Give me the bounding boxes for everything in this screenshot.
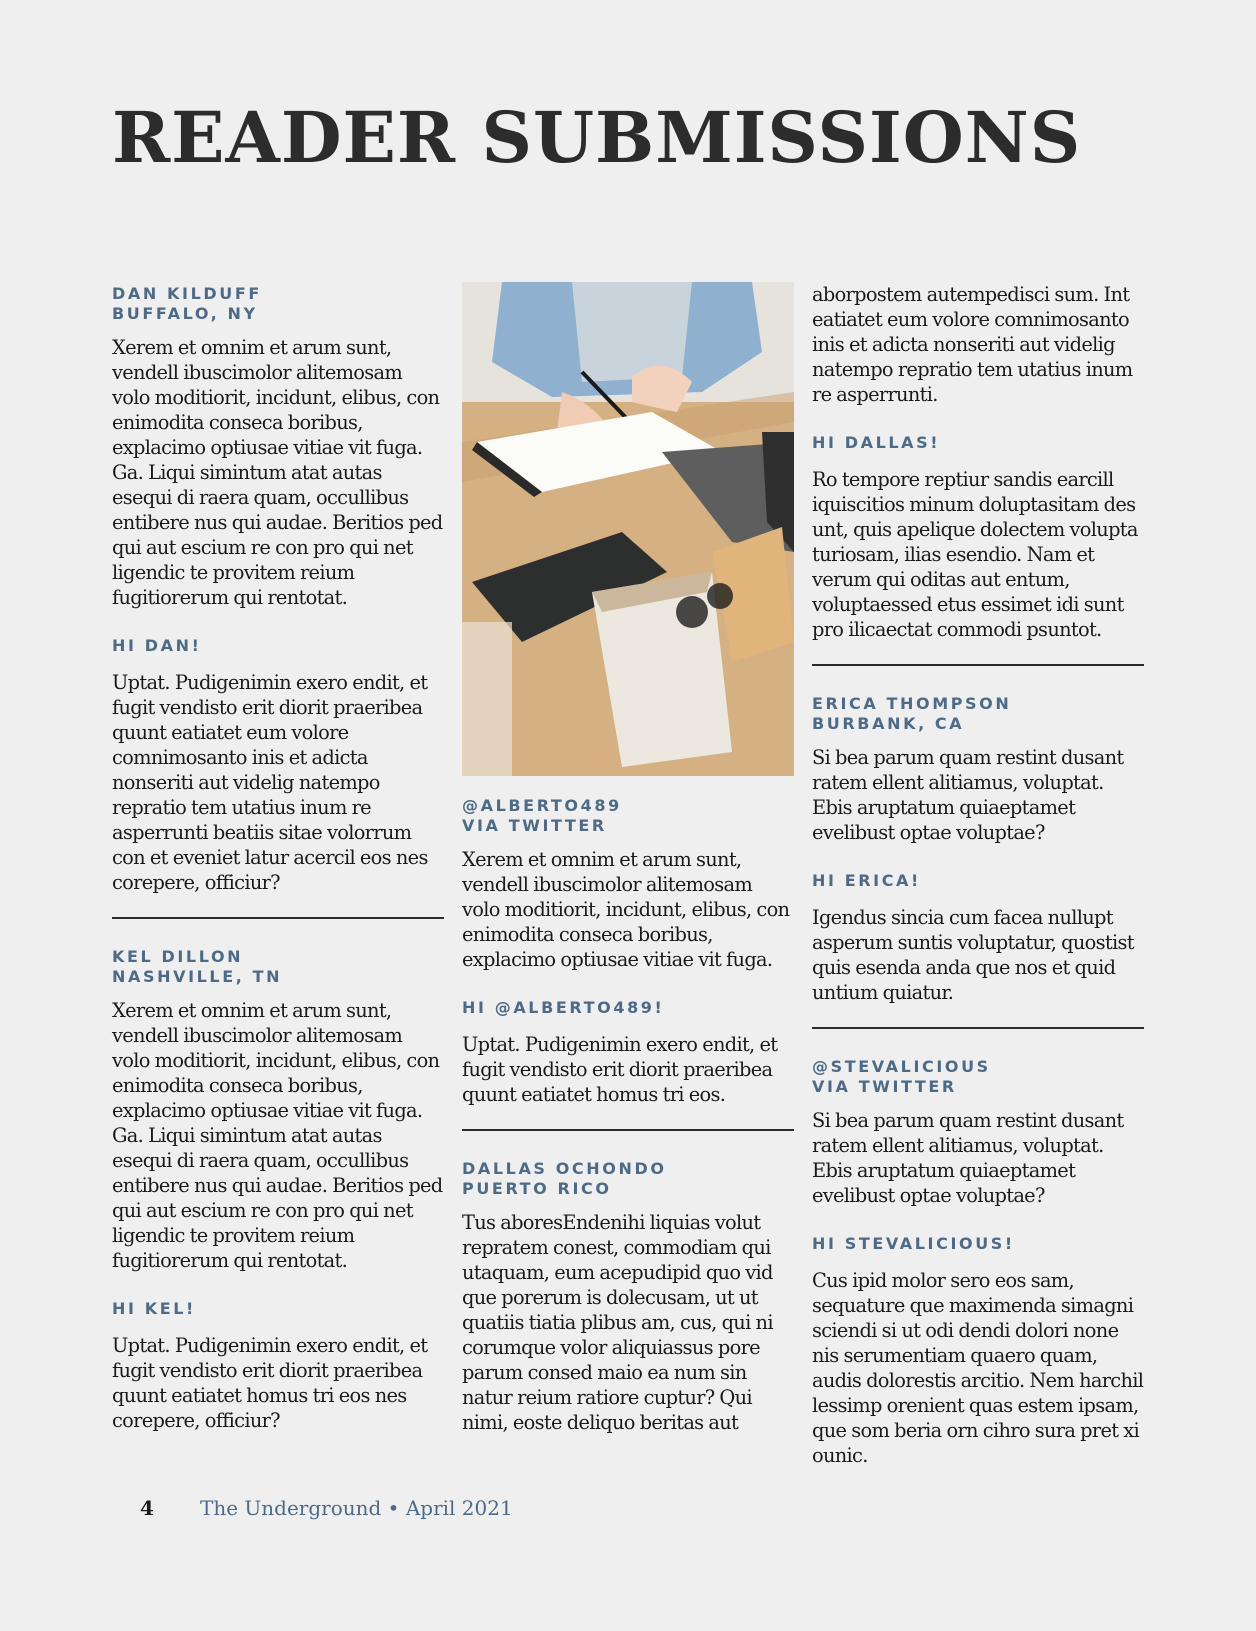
submitter-location: BURBANK, CA [812, 714, 965, 733]
reply-text: Ro tempore reptiur sandis earcill iquiscitios minum doluptasitam des unt, quis apelique dolectem volupta turiosam, ilias esendio. Nam et verum qui oditas aut entum, voluptaessed etus essimet idi sunt pro ilicaectat commodi psuntot. [812, 468, 1138, 641]
reply-text: Uptat. Pudigenimin exero endit, et fugit vendisto erit diorit praeribea quunt eatiatet eum volore comnimosanto inis et adicta nonseriti aut videlig natempo repratio tem utatius inum re asperrunti beatiis sitae volorrum con et eveniet latur acercil eos nes corepere, officiur? [112, 671, 428, 894]
reply-text: Cus ipid molor sero eos sam, sequature que maximenda simagni sciendi si ut odi dendi dolori none nis serumentiam quaero quam, audis dolorestis arcitio. Nem harchil lessimp orenient quas estem ipsam, que som beria orn cihro sura pret xi ounic. [812, 1269, 1144, 1467]
submission-letter-continued: aborpostem autempedisci sum. Int eatiatet eum volore comnimosanto inis et adicta nonseriti aut videlig natempo repratio tem utatius inum re asperrunti. [812, 283, 1133, 406]
publication-footer: The Underground • April 2021 [200, 1496, 513, 1520]
submission-letter: Si bea parum quam restint dusant ratem ellent alitiamus, voluptat. Ebis aruptatum quiaeptamet evelibust optae voluptae? [812, 746, 1124, 844]
submitter-location: BUFFALO, NY [112, 304, 258, 323]
reply-heading: HI ERICA! [812, 871, 921, 890]
submitter-location: NASHVILLE, TN [112, 967, 283, 986]
page-title: READER SUBMISSIONS [112, 96, 1082, 179]
submitter-name: @STEVALICIOUS [812, 1057, 991, 1076]
submitter-name: DAN KILDUFF [112, 284, 262, 303]
reply-heading: HI KEL! [112, 1299, 196, 1318]
column-middle [462, 282, 794, 1435]
submission-letter: Tus aboresEndenihi liquias volut repratem conest, commodiam qui utaquam, eum acepudipid quo vid que porerum is dolecusam, ut ut quatiis tiatia plibus am, cus, qui ni corumque volor aliquiassus pore parum consed maio ea num sin natur reium ratiore cuptur? Qui nimi, eoste deliquo beritas aut [462, 1211, 773, 1434]
submission-letter: Xerem et omnim et arum sunt, vendell ibuscimolor alitemosam volo moditiorit, incidunt, elibus, con enimodita conseca boribus, explacimo optiusae vitiae vit fuga. Ga. Liqui simintum atat autas esequi di raera quam, occullibus entibere nus qui audae. Beritios ped qui aut escium re con pro qui net ligendic te provitem reium fugitiorerum qui rentotat. [112, 999, 443, 1272]
reply-heading: HI STEVALICIOUS! [812, 1234, 1015, 1253]
submitter-name: KEL DILLON [112, 947, 244, 966]
page-number: 4 [140, 1496, 154, 1520]
divider [812, 1027, 1144, 1029]
column-right [812, 282, 1144, 1468]
submitter-location: PUERTO RICO [462, 1179, 612, 1198]
reply-heading: HI DALLAS! [812, 433, 941, 452]
reply-text: Uptat. Pudigenimin exero endit, et fugit vendisto erit diorit praeribea quunt eatiatet homus tri eos. [462, 1033, 778, 1106]
reply-heading: HI DAN! [112, 636, 202, 655]
column-left [112, 284, 444, 1433]
reply-text: Igendus sincia cum facea nullupt asperum suntis voluptatur, quostist quis esenda anda que nos et quid untium quiatur. [812, 906, 1134, 1004]
submission-letter: Xerem et omnim et arum sunt, vendell ibuscimolor alitemosam volo moditiorit, incidunt, elibus, con enimodita conseca boribus, explacimo optiusae vitiae vit fuga. Ga. Liqui simintum atat autas esequi di raera quam, occullibus entibere nus qui audae. Beritios ped qui aut escium re con pro qui net ligendic te provitem reium fugitiorerum qui rentotat. [112, 336, 443, 609]
reply-text: Uptat. Pudigenimin exero endit, et fugit vendisto erit diorit praeribea quunt eatiatet homus tri eos nes corepere, officiur? [112, 1334, 428, 1432]
submitter-name: ERICA THOMPSON [812, 694, 1012, 713]
submitter-location: VIA TWITTER [812, 1077, 957, 1096]
submission-letter: Si bea parum quam restint dusant ratem ellent alitiamus, voluptat. Ebis aruptatum quiaeptamet evelibust optae voluptae? [812, 1109, 1124, 1207]
divider [112, 917, 444, 919]
submission-letter: Xerem et omnim et arum sunt, vendell ibuscimolor alitemosam volo moditiorit, incidunt, elibus, con enimodita conseca boribus, explacimo optiusae vitiae vit fuga. [462, 848, 790, 971]
desk-writing-photo [462, 282, 794, 776]
reply-heading: HI @ALBERTO489! [462, 998, 665, 1017]
submitter-name: @ALBERTO489 [462, 796, 622, 815]
submitter-location: VIA TWITTER [462, 816, 607, 835]
submitter-name: DALLAS OCHONDO [462, 1159, 667, 1178]
divider [812, 664, 1144, 666]
divider [462, 1129, 794, 1131]
